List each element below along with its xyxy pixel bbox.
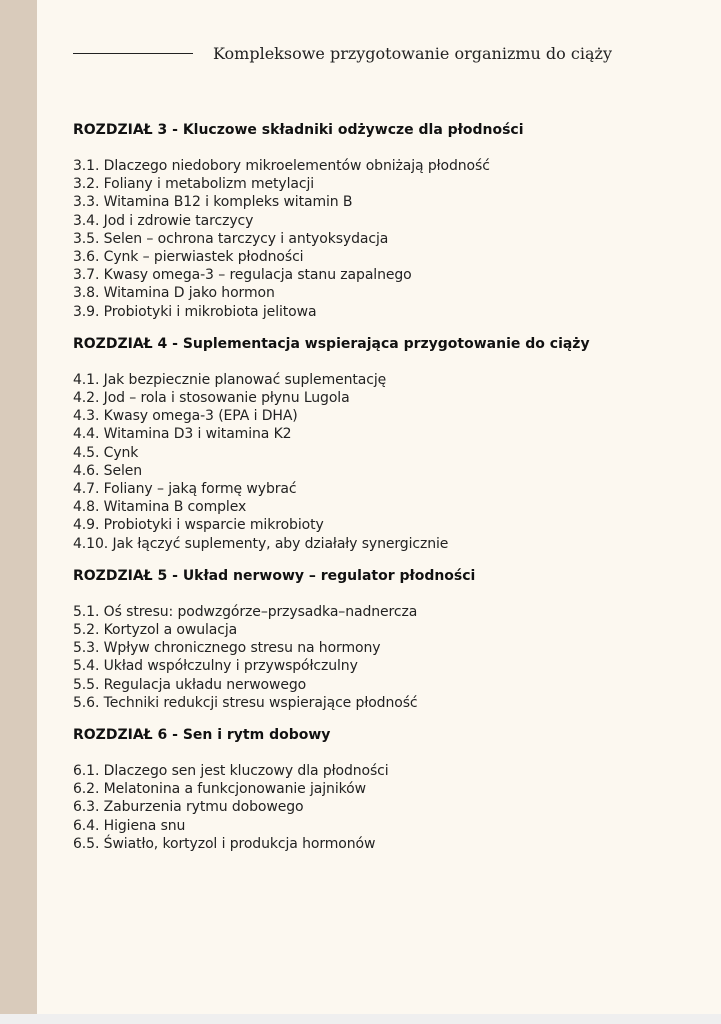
chapter-4 [73,335,703,553]
page-title: Kompleksowe przygotowanie organizmu do ciąży [213,43,612,63]
toc-item: 3.9. Probiotyki i mikrobiota jelitowa [73,303,317,320]
left-accent-strip [0,0,37,1024]
toc-item: 3.3. Witamina B12 i kompleks witamin B [73,194,353,211]
toc-item: 4.9. Probiotyki i wsparcie mikrobioty [73,517,324,534]
toc-item: 4.1. Jak bezpiecznie planować suplementację [73,371,387,388]
chapter-5 [73,567,703,712]
toc-item: 3.4. Jod i zdrowie tarczycy [73,212,254,229]
toc-item: 5.4. Układ współczulny i przywspółczulny [73,658,358,675]
chapter-3 [73,121,703,321]
toc-item: 3.5. Selen – ochrona tarczycy i antyoksydacja [73,230,389,247]
chapter-title: ROZDZIAŁ 3 - Kluczowe składniki odżywcze dla płodności [73,122,524,138]
toc-item: 3.8. Witamina D jako hormon [73,285,275,302]
toc-item: 4.2. Jod – rola i stosowanie płynu Lugola [73,390,350,407]
page-header [73,40,701,66]
chapter-title: ROZDZIAŁ 6 - Sen i rytm dobowy [73,727,331,744]
toc-item: 4.10. Jak łączyć suplementy, aby działały synergicznie [73,535,449,552]
toc-item: 6.3. Zaburzenia rytmu dobowego [73,799,304,816]
toc-item: 6.5. Światło, kortyzol i produkcja hormonów [73,835,376,852]
toc-item: 5.6. Techniki redukcji stresu wspierające płodność [73,694,418,711]
toc-item: 6.1. Dlaczego sen jest kluczowy dla płodności [73,763,389,780]
toc-item: 4.3. Kwasy omega-3 (EPA i DHA) [73,408,298,425]
table-of-contents [73,121,703,867]
toc-item: 5.5. Regulacja układu nerwowego [73,676,307,693]
toc-item: 5.1. Oś stresu: podwzgórze–przysadka–nadnercza [73,603,418,620]
toc-item: 3.7. Kwasy omega-3 – regulacja stanu zapalnego [73,267,412,284]
toc-item: 3.1. Dlaczego niedobory mikroelementów obniżają płodność [73,158,490,174]
chapter-items [73,603,703,712]
toc-item: 5.3. Wpływ chronicznego stresu na hormony [73,640,381,657]
toc-item: 6.4. Higiena snu [73,817,186,834]
chapter-items [73,157,703,321]
toc-item: 4.4. Witamina D3 i witamina K2 [73,426,292,443]
toc-item: 6.2. Melatonina a funkcjonowanie jajników [73,781,366,798]
header-rule [73,53,193,54]
toc-item: 5.2. Kortyzol a owulacja [73,622,238,639]
toc-item: 3.6. Cynk – pierwiastek płodności [73,249,304,266]
chapter-title: ROZDZIAŁ 5 - Układ nerwowy – regulator płodności [73,567,476,584]
chapter-items [73,371,703,553]
toc-item: 3.2. Foliany i metabolizm metylacji [73,176,315,193]
chapter-6 [73,726,703,853]
toc-item: 4.5. Cynk [73,444,139,461]
chapter-items [73,762,703,853]
toc-item: 4.7. Foliany – jaką formę wybrać [73,481,297,498]
chapter-title: ROZDZIAŁ 4 - Suplementacja wspierająca przygotowanie do ciąży [73,335,590,352]
toc-item: 4.6. Selen [73,462,143,479]
toc-item: 4.8. Witamina B complex [73,499,247,516]
bottom-edge [0,1014,721,1024]
